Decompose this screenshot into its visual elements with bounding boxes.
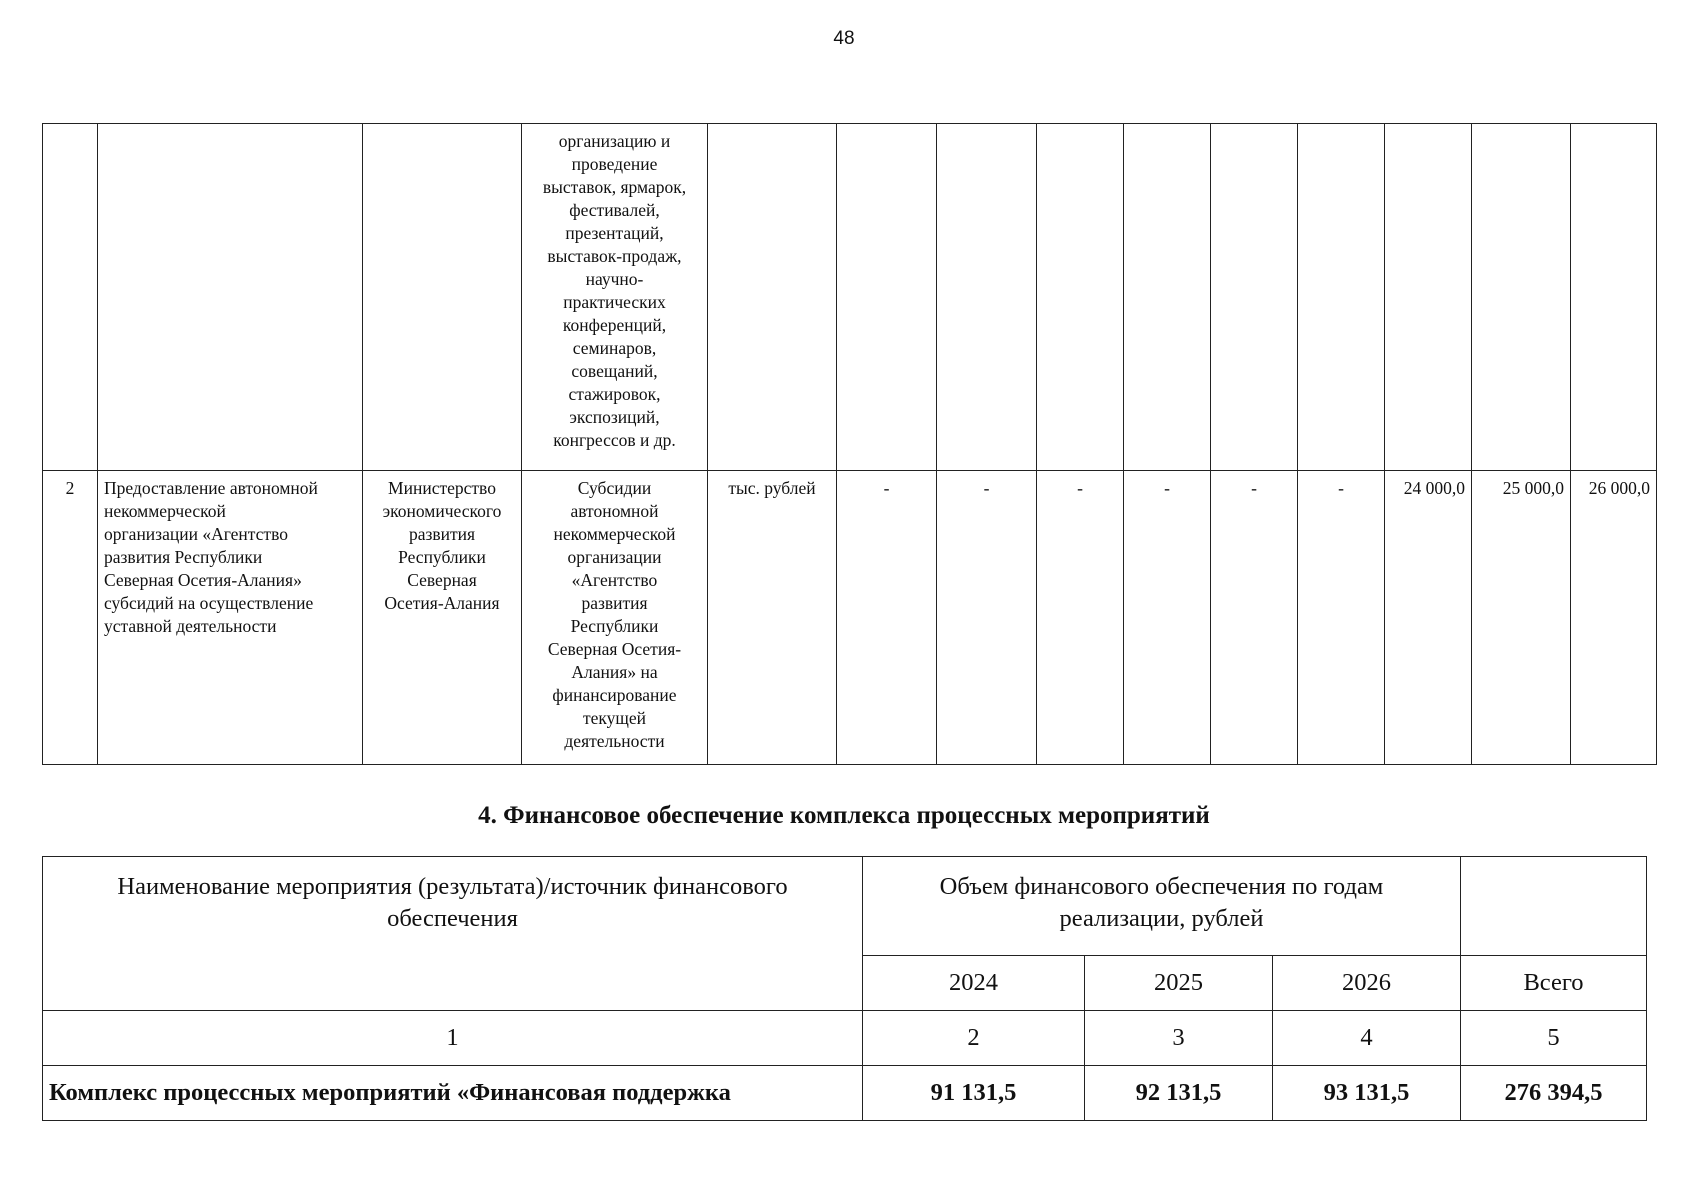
cell-result: Субсидии автономной некоммерческой организации «Агентство развития Республики Северная Осетия- Алания» на финансирование текущей деятельности (522, 471, 708, 765)
cell-value: - (1298, 471, 1385, 765)
table-row (43, 1066, 1647, 1121)
finance-table (42, 856, 1647, 1121)
column-number: 4 (1273, 1011, 1461, 1066)
cell-value (1211, 124, 1298, 471)
cell-value (1037, 124, 1124, 471)
page-number: 48 (833, 28, 855, 49)
row-value: 93 131,5 (1273, 1066, 1461, 1121)
column-number-row (43, 1011, 1647, 1066)
cell-name: Предоставление автономной некоммерческой организации «Агентство развития Республики Северная Осетия-Алания» субсидий на осуществление уставной деятельности (98, 471, 363, 765)
row-total: 276 394,5 (1461, 1066, 1647, 1121)
cell-value: - (937, 471, 1037, 765)
cell-value: - (1037, 471, 1124, 765)
cell-number (43, 124, 98, 471)
row-name: Комплекс процессных мероприятий «Финансовая поддержка (43, 1066, 863, 1121)
header-empty (1461, 857, 1647, 956)
cell-value (1571, 124, 1657, 471)
cell-unit: тыс. рублей (708, 471, 837, 765)
cell-value (1385, 124, 1472, 471)
section-title: 4. Финансовое обеспечение комплекса процессных мероприятий (478, 802, 1210, 829)
cell-value: - (837, 471, 937, 765)
column-number: 3 (1085, 1011, 1273, 1066)
header-year: 2026 (1273, 956, 1461, 1011)
cell-number: 2 (43, 471, 98, 765)
cell-value (937, 124, 1037, 471)
cell-value: 25 000,0 (1472, 471, 1571, 765)
cell-value (837, 124, 937, 471)
cell-value (1124, 124, 1211, 471)
cell-name (98, 124, 363, 471)
cell-value: - (1211, 471, 1298, 765)
table-header-row (43, 857, 1647, 956)
cell-responsible (363, 124, 522, 471)
cell-value: - (1124, 471, 1211, 765)
column-number: 5 (1461, 1011, 1647, 1066)
cell-unit (708, 124, 837, 471)
header-total: Всего (1461, 956, 1647, 1011)
table-row (43, 124, 1657, 471)
row-value: 91 131,5 (863, 1066, 1085, 1121)
cell-result: организацию и проведение выставок, ярмарок, фестивалей, презентаций, выставок-продаж, научно- практических конференций, семинаров, совещаний, стажировок, экспозиций, конгрессов и др. (522, 124, 708, 471)
cell-value (1472, 124, 1571, 471)
column-number: 2 (863, 1011, 1085, 1066)
cell-value: 24 000,0 (1385, 471, 1472, 765)
row-value: 92 131,5 (1085, 1066, 1273, 1121)
header-volume: Объем финансового обеспечения по годам реализации, рублей (863, 857, 1461, 956)
cell-value: 26 000,0 (1571, 471, 1657, 765)
header-year: 2024 (863, 956, 1085, 1011)
cell-value (1298, 124, 1385, 471)
cell-responsible: Министерство экономического развития Республики Северная Осетия-Алания (363, 471, 522, 765)
header-name: Наименование мероприятия (результата)/источник финансового обеспечения (43, 857, 863, 1011)
measures-table (42, 123, 1657, 765)
header-year: 2025 (1085, 956, 1273, 1011)
table-row (43, 471, 1657, 765)
column-number: 1 (43, 1011, 863, 1066)
